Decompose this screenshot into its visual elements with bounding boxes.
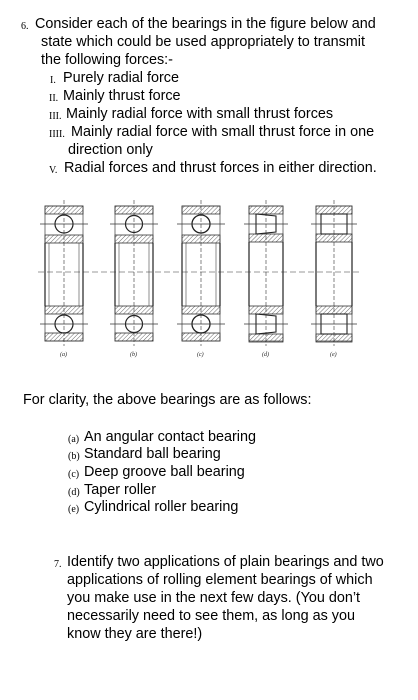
q7-line-1: Identify two applications of plain bearings and two xyxy=(67,554,384,570)
bearing-c xyxy=(177,200,225,346)
clarity-item-c-marker: (c) xyxy=(68,469,80,480)
q7-line-2: applications of rolling element bearings of which xyxy=(67,572,373,588)
q6-item-3-marker: III. xyxy=(49,111,62,122)
q6-item-5-text: Radial forces and thrust forces in either direction. xyxy=(64,160,377,176)
q6-number: 6. xyxy=(21,21,29,32)
figure-label-b: (b) xyxy=(130,352,137,358)
q6-line-3: the following forces:- xyxy=(41,52,173,68)
clarity-item-b-text: Standard ball bearing xyxy=(84,446,221,462)
figure-label-a: (a) xyxy=(60,352,67,358)
q6-item-4-marker: IIII. xyxy=(49,129,65,140)
bearing-a xyxy=(40,200,88,346)
clarity-item-d-text: Taper roller xyxy=(84,482,156,498)
q6-item-4-continuation: direction only xyxy=(68,142,153,158)
clarity-item-a-text: An angular contact bearing xyxy=(84,429,257,445)
clarity-item-e-marker: (e) xyxy=(68,504,80,515)
bearing-d xyxy=(244,200,288,346)
q6-item-2-text: Mainly thrust force xyxy=(63,88,181,104)
clarity-item-b-marker: (b) xyxy=(68,451,80,462)
q6-item-4-text: Mainly radial force with small thrust force in one xyxy=(71,124,375,140)
q7-line-3: you make use in the next few days. (You don’t xyxy=(67,590,361,606)
q7-line-5: know they are there!) xyxy=(67,626,203,642)
figure-label-d: (d) xyxy=(262,352,269,358)
q7-number: 7. xyxy=(54,559,62,570)
clarity-item-c-text: Deep groove ball bearing xyxy=(84,464,245,480)
q6-item-5-marker: V. xyxy=(49,165,58,176)
bearing-b xyxy=(110,200,158,346)
q6-item-1-marker: I. xyxy=(50,75,56,86)
q6-line-1: Consider each of the bearings in the figure below and xyxy=(35,16,376,32)
figure-label-e: (e) xyxy=(330,352,337,358)
q6-item-1-text: Purely radial force xyxy=(63,70,179,86)
clarity-item-d-marker: (d) xyxy=(68,487,80,498)
q7-line-4: necessarily need to see them, as long as you xyxy=(67,608,355,624)
bearing-e xyxy=(311,200,357,346)
q6-item-3-text: Mainly radial force with small thrust forces xyxy=(66,106,334,122)
figure-label-c: (c) xyxy=(197,352,204,358)
q6-item-2-marker: II. xyxy=(49,93,59,104)
q6-line-2: state which could be used appropriately to transmit xyxy=(41,34,365,50)
clarity-intro: For clarity, the above bearings are as follows: xyxy=(23,392,312,408)
clarity-item-e-text: Cylindrical roller bearing xyxy=(84,499,239,515)
clarity-item-a-marker: (a) xyxy=(68,434,80,445)
